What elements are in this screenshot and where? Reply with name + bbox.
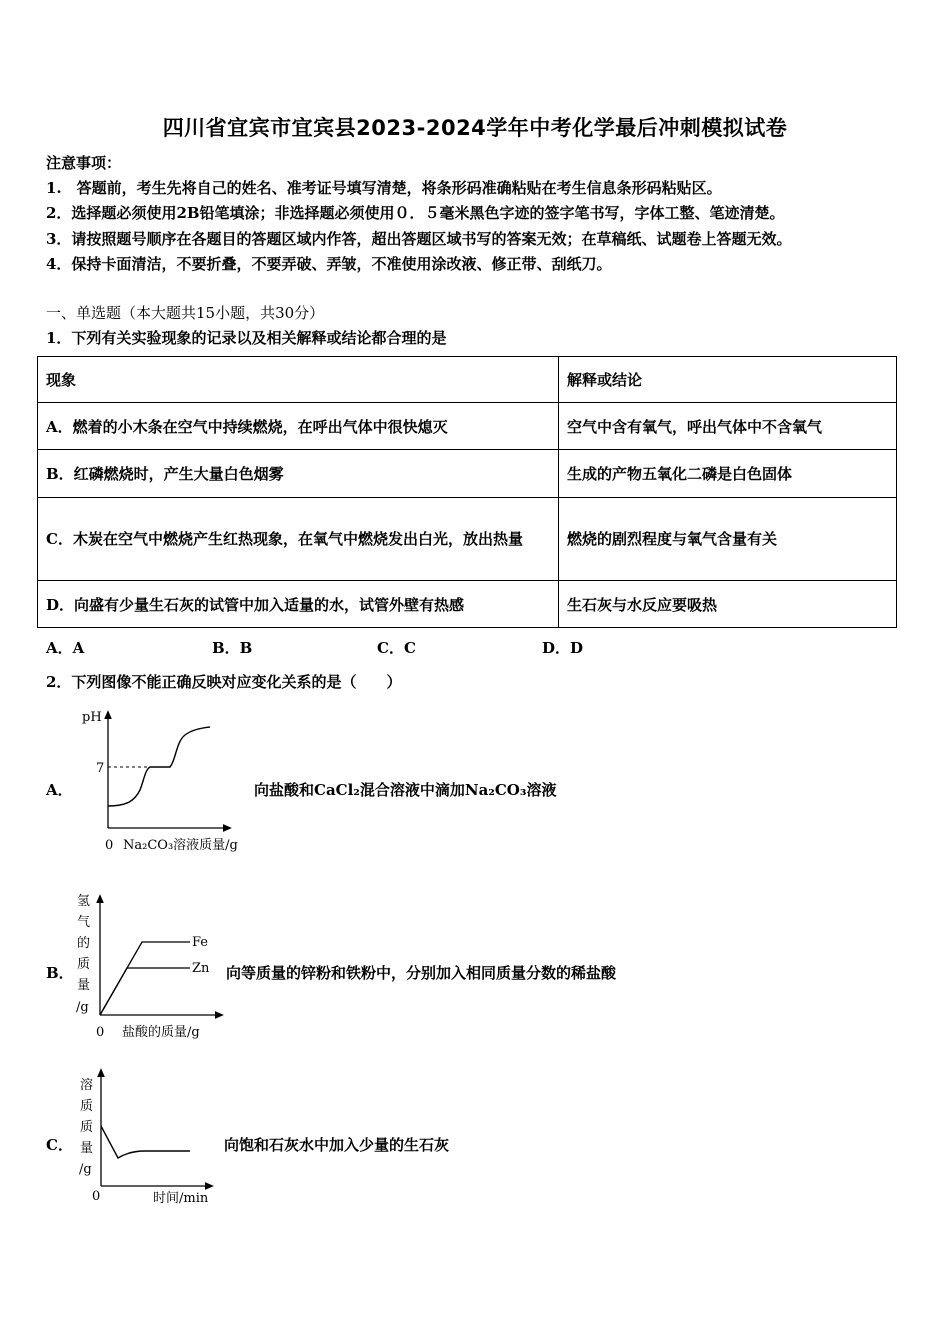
graph-c-y-label-4: 量: [80, 1141, 94, 1156]
graph-a-curve: [108, 727, 210, 806]
choice-a-label: A．: [46, 781, 73, 799]
table-cell: 生石灰与水反应要吸热: [559, 581, 897, 628]
table-cell: D．向盛有少量生石灰的试管中加入适量的水，试管外壁有热感: [38, 581, 559, 628]
graph-b-y-label-4: 质: [77, 957, 91, 972]
graph-a-x-label: Na₂CO₃溶液质量/g: [123, 838, 238, 853]
table-cell: B．红磷燃烧时，产生大量白色烟雾: [38, 450, 559, 498]
graph-a: [82, 710, 238, 853]
notice-item-1: 1. 答题前，考生先将自己的姓名、准考证号填写清楚，将条形码准确粘贴在考生信息条形码粘贴区。: [46, 179, 722, 197]
graph-c-y-label-1: 溶: [80, 1078, 94, 1093]
graph-c-x-label: 时间/min: [153, 1191, 209, 1206]
graph-c: [79, 1072, 210, 1206]
graph-b-x-label: 盐酸的质量/g: [122, 1025, 200, 1040]
table-cell: C．木炭在空气中燃烧产生红热现象，在氧气中燃烧发出白光，放出热量: [38, 498, 559, 581]
option-d: D．D: [542, 639, 584, 657]
question-2-stem: 2．下列图像不能正确反映对应变化关系的是（ ）: [46, 673, 402, 691]
graph-b: [76, 894, 220, 1040]
graph-c-y-label-2: 质: [80, 1099, 94, 1114]
option-c: C．C: [377, 639, 416, 657]
graph-b-y-label-1: 氢: [77, 894, 91, 909]
table-cell: 燃烧的剧烈程度与氧气含量有关: [559, 498, 897, 581]
graph-c-curve: [101, 1126, 190, 1158]
graph-c-origin: 0: [92, 1189, 101, 1204]
graph-b-origin: 0: [96, 1025, 105, 1040]
graph-b-y-label-5: 量: [77, 978, 91, 993]
choice-b-description: 向等质量的锌粉和铁粉中，分别加入相同质量分数的稀盐酸: [226, 964, 617, 982]
graph-a-y-label: pH: [82, 710, 102, 725]
table-cell: 空气中含有氧气，呼出气体中不含氧气: [559, 403, 897, 450]
graph-a-origin: 0: [105, 838, 114, 853]
table-header-conclusion: 解释或结论: [559, 357, 897, 403]
option-a: A．A: [46, 639, 85, 657]
table-cell: A．燃着的小木条在空气中持续燃烧，在呼出气体中很快熄灭: [38, 403, 559, 450]
graph-b-zn-label: Zn: [192, 961, 210, 976]
graph-b-zn-line: [100, 968, 190, 1015]
table-header-phenomenon: 现象: [38, 357, 559, 403]
graph-c-y-label-5: /g: [79, 1162, 92, 1177]
graph-b-y-label-3: 的: [77, 936, 91, 951]
notice-item-4: 4．保持卡面清洁，不要折叠，不要弄破、弄皱，不准使用涂改液、修正带、刮纸刀。: [46, 255, 612, 273]
graph-b-fe-line: [100, 942, 190, 1015]
notice-item-3: 3．请按照题号顺序在各题目的答题区域内作答，超出答题区域书写的答案无效；在草稿纸、试题卷上答题无效。: [46, 230, 792, 248]
section-heading: 一、单选题（本大题共15小题，共30分）: [46, 304, 325, 322]
graph-c-y-label-3: 质: [80, 1120, 94, 1135]
table-cell: 生成的产物五氧化二磷是白色固体: [559, 450, 897, 498]
option-b: B．B: [212, 639, 253, 657]
notice-heading: 注意事项：: [46, 154, 122, 172]
graph-b-y-label-2: 气: [77, 915, 91, 930]
question-1-stem: 1．下列有关实验现象的记录以及相关解释或结论都合理的是: [46, 329, 447, 347]
page-title: 四川省宜宾市宜宾县2023-2024学年中考化学最后冲刺模拟试卷: [162, 116, 788, 140]
choice-a-description: 向盐酸和CaCl₂混合溶液中滴加Na₂CO₃溶液: [254, 781, 557, 799]
notice-item-2: 2．选择题必须使用2B铅笔填涂；非选择题必须使用０．５毫米黑色字迹的签字笔书写，字体工整、笔迹清楚。: [46, 204, 785, 222]
graph-a-tick-7: 7: [96, 761, 105, 776]
graph-b-y-label-6: /g: [76, 1000, 89, 1015]
choice-b-label: B．: [46, 964, 74, 982]
choice-c-description: 向饱和石灰水中加入少量的生石灰: [224, 1136, 450, 1154]
graph-b-fe-label: Fe: [192, 935, 209, 950]
choice-c-label: C．: [46, 1136, 73, 1154]
